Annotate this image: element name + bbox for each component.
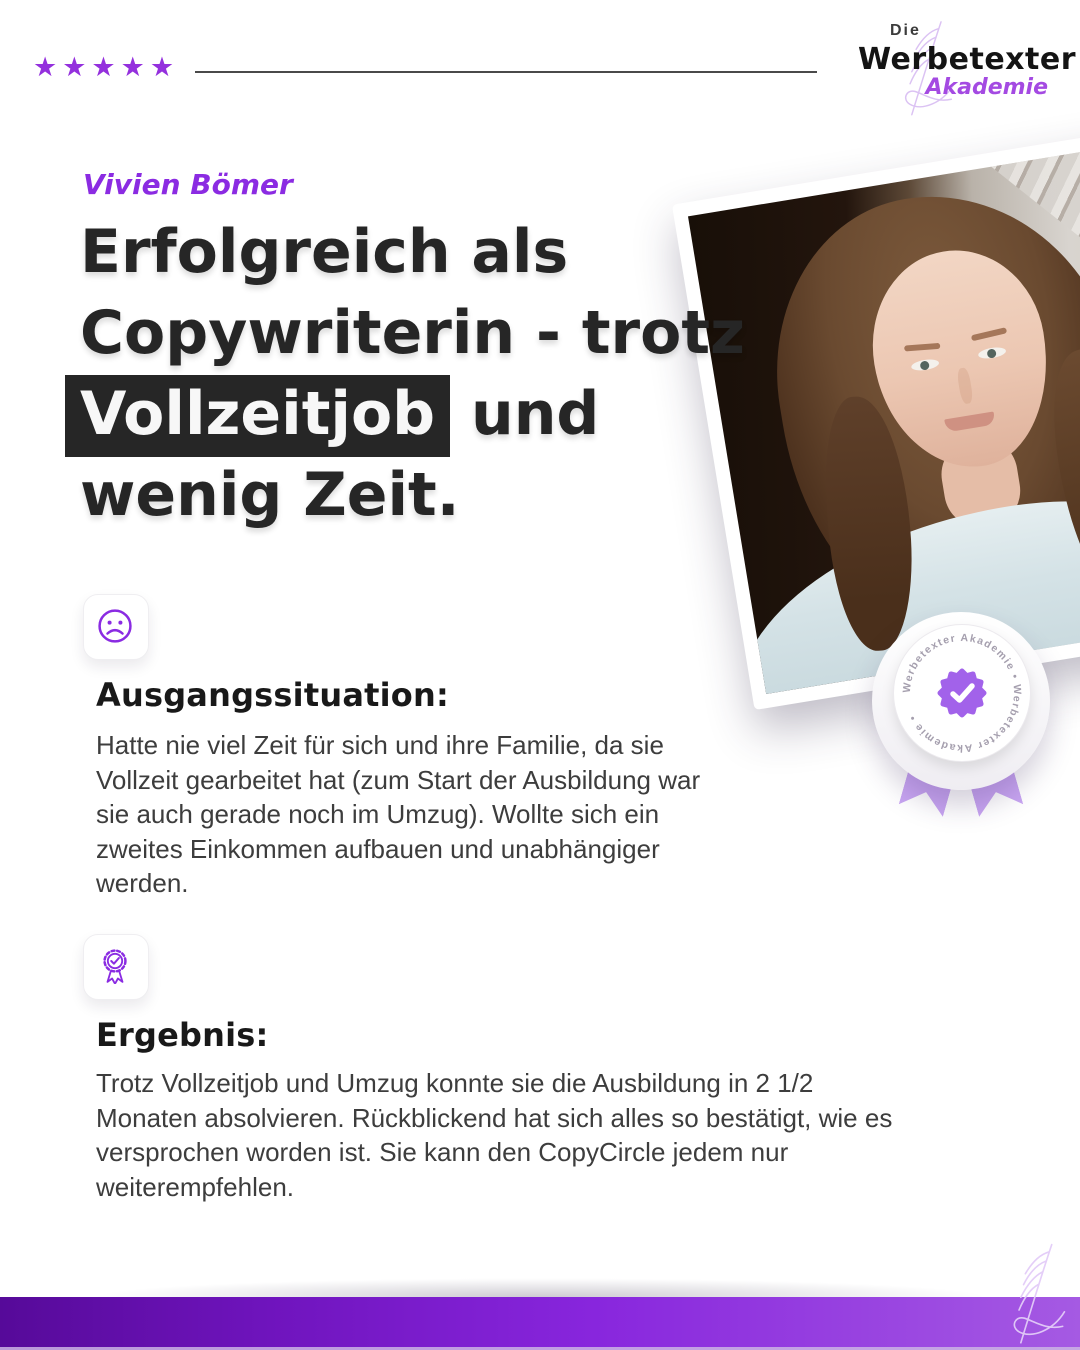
- eye-right: [977, 346, 1006, 360]
- seal-inner-circle: [893, 624, 1031, 762]
- logo-word-werbetexter: Werbetexter: [858, 42, 1077, 77]
- feather-quill-icon: [993, 1241, 1080, 1350]
- section-icon-card: [83, 594, 149, 660]
- award-ribbon-icon: [95, 946, 135, 986]
- five-star-rating: ★★★★★: [33, 52, 180, 82]
- mouth: [944, 412, 995, 433]
- headline-line4: wenig Zeit.: [80, 460, 460, 530]
- svg-text:Werbetexter Akademie • Werbete: Werbetexter Akademie • Werbetexter Akademie •: [900, 631, 1024, 755]
- headline-highlight: Vollzeitjob: [65, 375, 450, 457]
- eyebrow-right: [971, 327, 1007, 341]
- section-heading-ausgangssituation: Ausgangssituation:: [96, 676, 449, 714]
- brand-logo: [858, 22, 1077, 127]
- footer-purple-bar: [0, 1297, 1080, 1350]
- headline-line2: Copywriterin - trotz: [80, 298, 745, 368]
- logo-word-die: Die: [890, 22, 921, 39]
- headline: [80, 212, 760, 536]
- logo-word-akademie: Akademie: [925, 75, 1048, 100]
- eye-left: [911, 358, 940, 372]
- header-divider-line: [195, 71, 817, 73]
- section-body-ergebnis: Trotz Vollzeitjob und Umzug konnte sie die Ausbildung in 2 1/2 Monaten absolvieren. Rückblickend hat sich alles so bestätigt, wie es versprochen worden ist. Sie kann den CopyCircle jedem nur weiterempfehlen.: [96, 1068, 893, 1202]
- person-name: Vivien Bömer: [83, 168, 293, 201]
- eyebrow-left: [904, 343, 940, 352]
- section-icon-card: [83, 934, 149, 1000]
- sad-face-icon: [95, 606, 135, 646]
- certification-seal: [872, 612, 1050, 817]
- section-heading-ergebnis: Ergebnis:: [96, 1016, 269, 1054]
- headline-line1: Erfolgreich als: [80, 217, 569, 287]
- headline-line3-rest: und: [450, 379, 600, 449]
- footer-bar-shadow: [0, 1272, 1080, 1297]
- verified-badge-icon: [936, 667, 988, 719]
- section-body-ausgangssituation: Hatte nie viel Zeit für sich und ihre Familie, da sie Vollzeit gearbeitet hat (zum Start der Ausbildung war sie auch gerade noch im Umzug). Wollte sich ein zweites Einkommen aufbauen und unabhängiger werden.: [96, 730, 701, 898]
- nose: [956, 367, 974, 404]
